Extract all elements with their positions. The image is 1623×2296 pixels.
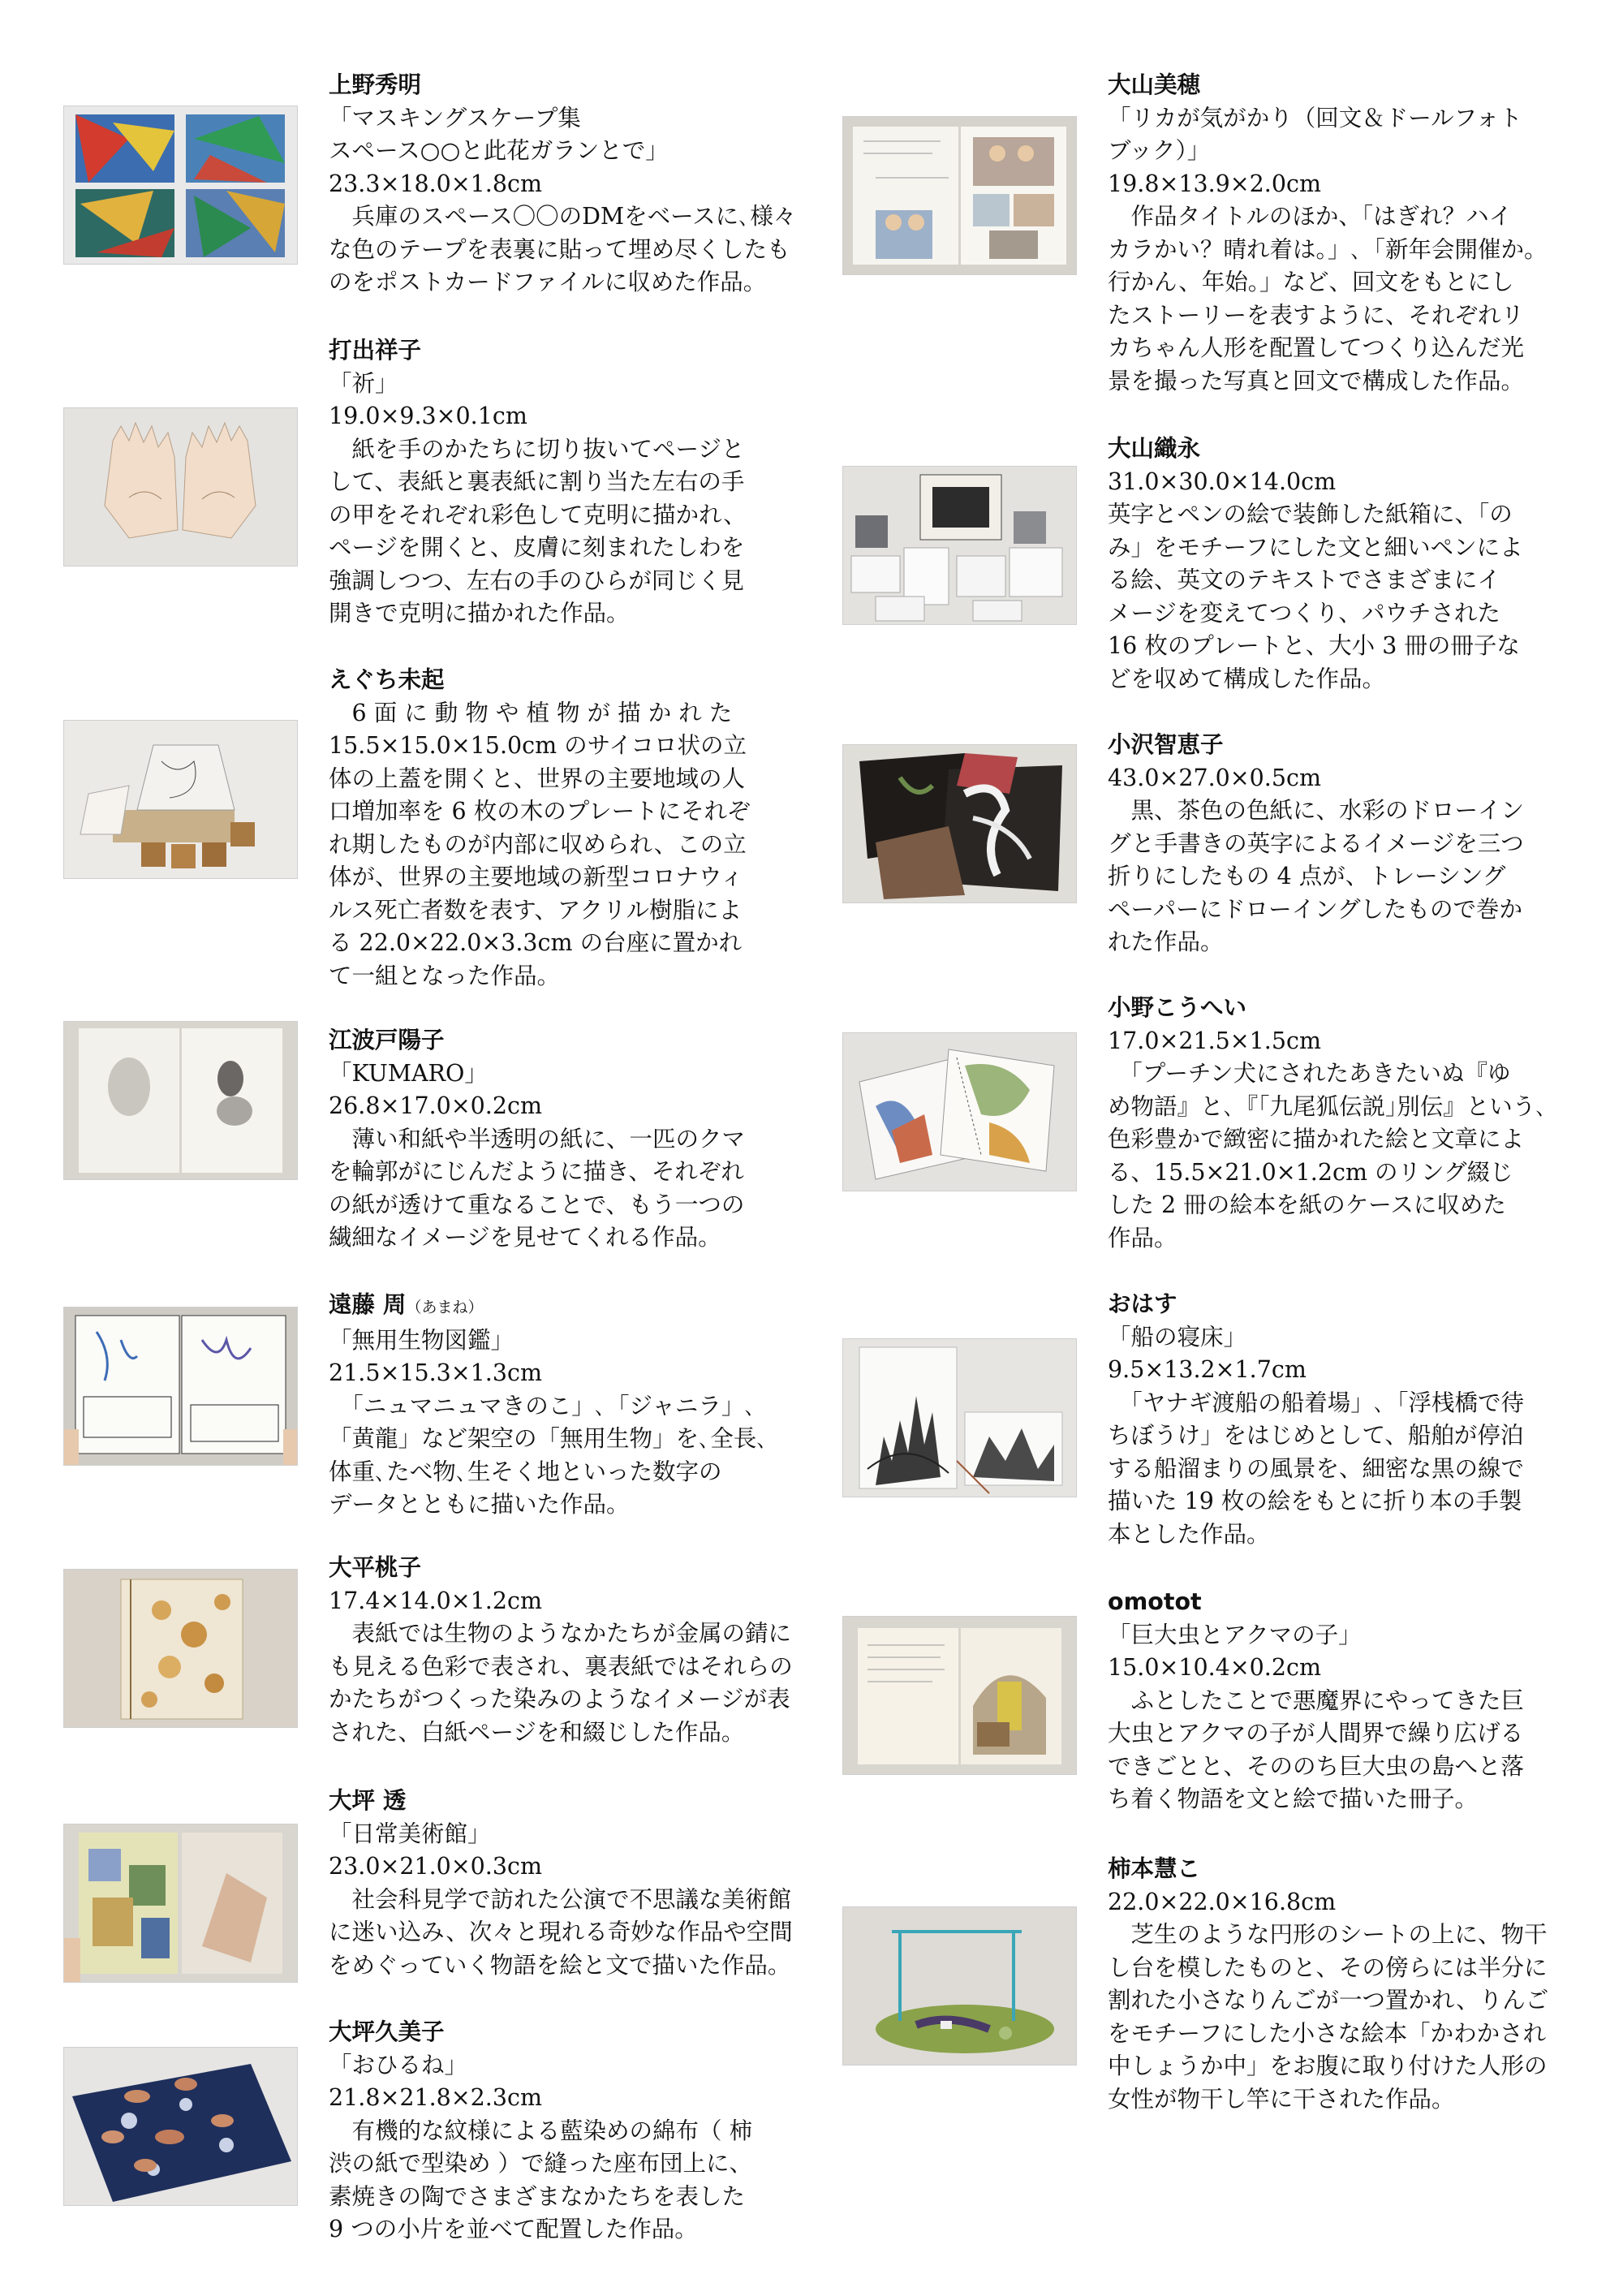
work-description-line: ふとしたことで悪魔界にやってきた巨 [1108, 1686, 1525, 1714]
work-description-line: も見える色彩で表され、裏表紙ではそれらの [329, 1652, 793, 1680]
artwork-photo-creature-encyclopedia [63, 1307, 298, 1466]
work-dimensions: 23.3×18.0×1.8cm [329, 170, 542, 197]
ring-bound-books-image [843, 1033, 1076, 1191]
work-description-line: カちゃん人形を配置してつくり込んだ光 [1108, 334, 1525, 361]
work-title-line: ブック）」 [1108, 137, 1211, 164]
work-description-line: る、15.5×21.0×1.2cm のリング綴じ [1108, 1158, 1513, 1186]
artwork-photo-masking-tape-postcards [63, 106, 298, 265]
artist-name: 大山織永 [1108, 435, 1201, 462]
work-description-line: された、白紙ページを和綴じした作品。 [329, 1718, 745, 1746]
work-dimensions: 17.0×21.5×1.5cm [1108, 1027, 1321, 1054]
artwork-photo-decorated-box [842, 466, 1077, 625]
artwork-photo-drying-rack-doll [842, 1906, 1077, 2066]
work-description-line: る絵、英文のテキストでさまざまにイ [1108, 566, 1500, 593]
artwork-photo-folding-book [842, 1338, 1077, 1497]
booklet-image [843, 1617, 1076, 1774]
artist-name: おはす [1108, 1290, 1177, 1317]
work-dimensions: 19.8×13.9×2.0cm [1108, 170, 1321, 197]
work-description-line: メージを変えてつくり、パウチされた [1108, 599, 1500, 627]
artwork-photo-paper-hands [63, 407, 298, 566]
work-description-line: 本とした作品。 [1108, 1520, 1270, 1548]
artwork-photo-kumaro-book [63, 1021, 298, 1180]
work-description-line: 16 枚のプレートと、大小 3 冊の冊子な [1108, 632, 1520, 659]
work-dimensions: 31.0×30.0×14.0cm [1108, 467, 1337, 495]
work-description-line: 渋の紙で型染め ）で縫った座布団上に、 [329, 2150, 753, 2177]
work-description-line: 行かん、年始。」など、回文をもとにし [1108, 269, 1514, 295]
artist-name: 小沢智恵子 [1108, 731, 1224, 758]
work-description-line: 「ヤナギ渡船の船着場」､「浮桟橋で待 [1108, 1389, 1525, 1416]
work-description-line: のをポストカードファイルに収めた作品。 [329, 269, 767, 295]
work-title-line: スペース○○と此花ガランとで」 [329, 137, 669, 164]
work-description-line: の甲をそれぞれ彩色して克明に描かれ、 [329, 501, 747, 528]
artist-name: omotot [1108, 1588, 1202, 1615]
work-description-line: 9 つの小片を並べて配置した作品。 [329, 2216, 698, 2242]
work-description-line: 大虫とアクマの子が人間界で繰り広げる [1108, 1720, 1524, 1747]
work-dimensions: 21.5×15.3×1.3cm [329, 1359, 542, 1386]
work-description-line: ち着く物語を文と絵で描いた冊子。 [1108, 1786, 1479, 1812]
work-description-line: をモチーフにした小さな絵本「かわかされ [1108, 2019, 1547, 2047]
work-description-line: 素焼きの陶でさまざまなかたちを表した [329, 2182, 746, 2210]
drying-rack-doll-image [843, 1907, 1076, 2065]
stab-bound-book-image [64, 1570, 297, 1727]
work-description-line: な色のテープを表裏に貼って埋め尽くしたも [329, 235, 790, 263]
dice-box-image [64, 721, 297, 878]
work-description-line: 強調しつつ、左右の手のひらが同じく見 [329, 566, 744, 594]
work-description-line: 色彩豊かで緻密に描かれた絵と文章によ [1108, 1126, 1525, 1152]
artist-name: 打出祥子 [329, 337, 422, 364]
work-description-line: かたちがつくった染みのようなイメージが表 [329, 1686, 790, 1712]
everyday-museum-image [64, 1824, 297, 1982]
artwork-photo-doll-photo-book [842, 116, 1077, 275]
artist-name: えぐち未起 [329, 666, 445, 693]
work-description-line: 芝生のような円形のシートの上に、物干 [1108, 1921, 1548, 1948]
work-title-line: 「無用生物図鑑」 [329, 1326, 514, 1354]
work-description-line: 紙を手のかたちに切り抜いてページと [329, 435, 745, 463]
work-title-line: 「船の寝床」 [1108, 1323, 1247, 1350]
artwork-photo-everyday-museum [63, 1824, 298, 1983]
work-description-line: データとともに描いた作品。 [329, 1491, 630, 1518]
artist-name: 小野こうへい [1108, 994, 1247, 1021]
work-title-line: 「巨大虫とアクマの子」 [1108, 1621, 1362, 1648]
work-description-line: の紙が透けて重なることで、もう一つの [329, 1191, 745, 1218]
artist-name: 大平桃子 [329, 1554, 422, 1581]
work-description-line: ちぼうけ」をはじめとして、船舶が停泊 [1108, 1422, 1524, 1449]
work-dimensions: 43.0×27.0×0.5cm [1108, 764, 1321, 791]
work-description-line: れた作品。 [1108, 928, 1224, 955]
folded-drawings-image [843, 745, 1076, 902]
indigo-cushion-image [64, 2048, 297, 2205]
artist-name [329, 1289, 783, 1325]
postcard-file-image [64, 106, 297, 264]
work-dimensions: 9.5×13.2×1.7cm [1108, 1356, 1307, 1383]
work-description-line: 描いた 19 枚の絵をもとに折り本の手製 [1108, 1488, 1522, 1514]
work-description-line: 体重､たべ物､生そく地といった数字の [329, 1458, 722, 1485]
work-description-line: して、表紙と裏表紙に割り当た左右の手 [329, 468, 745, 495]
artwork-photo-booklet [842, 1616, 1077, 1775]
work-description-line: 作品タイトルのほか、「はぎれ？ハイ [1108, 203, 1513, 230]
work-dimensions: 26.8×17.0×0.2cm [329, 1092, 542, 1119]
artwork-photo-dice-box [63, 720, 298, 879]
kumaro-book-image [64, 1022, 297, 1179]
encyclopedia-image [64, 1307, 297, 1465]
work-dimensions: 22.0×22.0×16.8cm [1108, 1888, 1337, 1915]
work-description-line: る 22.0×22.0×3.3cm の台座に置かれ [329, 929, 743, 956]
work-description-line: 15.5×15.0×15.0cm のサイコロ状の立 [329, 732, 747, 759]
artwork-photo-stab-bound-book [63, 1569, 298, 1728]
work-description-line: ルス死亡者数を表す、アクリル樹脂によ [329, 896, 743, 924]
work-dimensions: 15.0×10.4×0.2cm [1108, 1654, 1321, 1681]
work-description-line: 「ニュマニュマきのこ」､「ジャニラ」､ [329, 1392, 756, 1419]
work-description-line: 体の上蓋を開くと、世界の主要地域の人 [329, 765, 746, 792]
work-description-line: どを収めて構成した作品。 [1108, 665, 1386, 692]
work-description-line: み」をモチーフにした文と細いペンによ [1108, 533, 1523, 561]
work-description-line: を輪郭がにじんだように描き、それぞれ [329, 1158, 744, 1185]
work-dimensions: 19.0×9.3×0.1cm [329, 403, 527, 429]
work-description-line: 中しょうか中」をお腹に取り付けた人形の [1108, 2053, 1548, 2079]
work-description-line: をめぐっていく物語を絵と文で描いた作品。 [329, 1951, 791, 1979]
work-description-line: 表紙では生物のようなかたちが金属の錆に [329, 1620, 792, 1647]
work-description-line: できごとと、そののち巨大虫の島へと落 [1108, 1752, 1525, 1780]
work-description-line: グと手書きの英字によるイメージを三つ [1108, 829, 1524, 857]
work-description-line: 英字とペンの絵で装飾した紙箱に、「の [1108, 501, 1513, 528]
artist-name-reading: （あまね） [406, 1299, 484, 1316]
work-description-line: たストーリーを表すように、それぞれリ [1108, 301, 1525, 329]
work-dimensions: 23.0×21.0×0.3cm [329, 1853, 542, 1880]
work-description-line: 「黄龍」など架空の「無用生物」を､全長､ [329, 1425, 768, 1452]
artist-name: 上野秀明 [329, 71, 422, 98]
artist-name: 大坪久美子 [329, 2018, 445, 2045]
work-description-line: 社会科見学で訪れた公演で不思議な美術館 [329, 1885, 792, 1913]
work-title-line: 「おひるね」 [329, 2051, 468, 2078]
work-title-line: 「マスキングスケープ集 [329, 104, 581, 131]
artwork-photo-indigo-cushion [63, 2047, 298, 2206]
work-description-line: 体が、世界の主要地域の新型コロナウィ [329, 864, 744, 890]
work-description-line: 有機的な紋様による藍染めの綿布（ 柿 [329, 2117, 753, 2144]
work-description-line: 兵庫のスペース〇〇のDMをベースに､様々 [329, 203, 797, 230]
work-description-line: 折りにしたもの 4 点が、トレーシング [1108, 863, 1506, 890]
work-description-line: 景を撮った写真と回文で構成した作品。 [1108, 367, 1525, 394]
work-description-line: 女性が物干し竿に干された作品。 [1108, 2085, 1455, 2113]
work-description-line: 作品。 [1108, 1224, 1177, 1251]
artist-name: 柿本慧こ [1108, 1855, 1201, 1882]
work-description-line: する船溜まりの風景を、細密な黒の線で [1108, 1454, 1525, 1482]
work-description-line: し台を模したものと、その傍らには半分に [1108, 1954, 1548, 1981]
work-dimensions: 17.4×14.0×1.2cm [329, 1587, 542, 1614]
work-description-line: め物語』と､『｢九尾狐伝説｣別伝』という､ [1108, 1092, 1548, 1120]
work-description-line: 黒、茶色の色紙に、水彩のドローイン [1108, 797, 1525, 824]
work-description-line: れ期したものが内部に収められ、この立 [329, 830, 747, 858]
folding-book-image [843, 1339, 1076, 1497]
work-description-line: した 2 冊の絵本を紙のケースに収めた [1108, 1191, 1506, 1218]
artwork-photo-ring-bound-picture-books [842, 1032, 1077, 1191]
doll-photo-book-image [843, 117, 1076, 274]
work-description-line: 6 面 に 動 物 や 植 物 が 描 か れ た [329, 699, 733, 726]
work-description-line: カラかい？晴れ着は。」､「新年会開催か。 [1108, 235, 1548, 263]
artist-name-text: 遠藤 周 [329, 1291, 407, 1318]
work-title-line: 「KUMARO」 [329, 1059, 488, 1087]
artist-name: 大坪 透 [329, 1787, 407, 1814]
work-description-line: て一組となった作品。 [329, 962, 561, 989]
artwork-photo-folded-drawings [842, 744, 1077, 903]
work-description-line: 繊細なイメージを見せてくれる作品。 [329, 1224, 721, 1251]
work-description-line: 口増加率を 6 枚の木のプレートにそれぞ [329, 798, 751, 825]
artist-name: 大山美穂 [1108, 71, 1201, 98]
work-title-line: 「日常美術館」 [329, 1820, 491, 1847]
work-title-line: 「祈」 [329, 369, 398, 397]
work-description-line: ページを開くと、皮膚に刻まれたしわを [329, 534, 745, 561]
work-description-line: 開きで克明に描かれた作品。 [329, 600, 630, 627]
paper-hands-image [64, 408, 297, 566]
work-description-line: 割れた小さなりんごが一つ置かれ、りんご [1108, 1987, 1549, 2014]
work-description-line: 薄い和紙や半透明の紙に、一匹のクマ [329, 1125, 746, 1152]
work-description-line: 「プーチン犬にされたあきたいぬ『ゆ [1108, 1060, 1511, 1087]
work-description-line: に迷い込み、次々と現れる奇妙な作品や空間 [329, 1919, 793, 1945]
work-description-line: ペーパーにドローイングしたもので巻か [1108, 895, 1523, 923]
work-title-line: 「リカが気がかり（回文＆ドールフォト [1108, 104, 1522, 131]
artist-name: 江波戸陽子 [329, 1027, 445, 1053]
work-dimensions: 21.8×21.8×2.3cm [329, 2084, 542, 2111]
decorated-box-image [843, 467, 1076, 624]
